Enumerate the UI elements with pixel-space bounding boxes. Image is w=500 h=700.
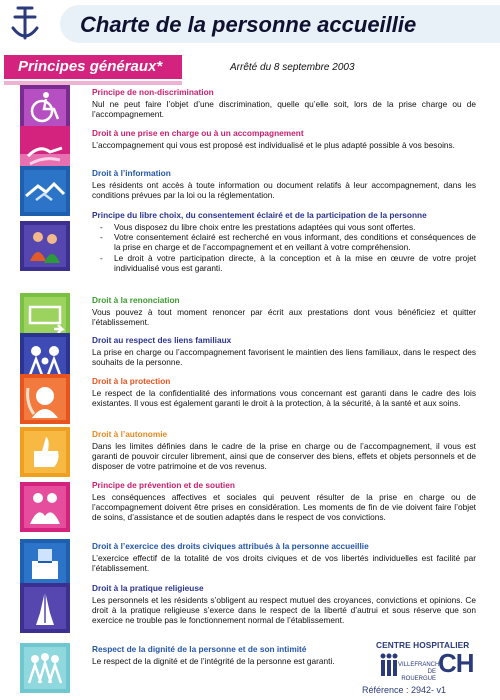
section-body: Le respect de la dignité et de l’intégrité de la personne est garanti. (92, 655, 335, 666)
protection-icon (20, 374, 70, 424)
decree-reference: Arrêté du 8 septembre 2003 (230, 62, 355, 73)
section-body: Les conséquences affectives et sociales qui peuvent résulter de la prise en charge ou de l’accompagnement doivent être prises en considération. Les moments de fin de vie doivent faire l’objet de soins, d’assistance et de soutien adaptés dans le respect de vos convictions. (92, 491, 476, 523)
document-reference: Référence : 2942- v1 (362, 685, 447, 695)
vote-icon (20, 539, 70, 589)
section-title: Droit à l’information (92, 168, 171, 178)
list-item: - Votre consentement éclairé est recherché en vous informant, des conditions et conséquences de la prise en charge et de l’accompagnement et en veillant à votre compréhension. (100, 232, 476, 253)
page-header (0, 0, 500, 50)
section-title: Droit à l’exercice des droits civiques attribués à la personne accueillie (92, 541, 369, 551)
section-title: Droit au respect des liens familiaux (92, 335, 232, 345)
section-body: Dans les limites définies dans le cadre de la prise en charge ou de l’accompagnement, il vous est garanti de pouvoir circuler librement, ainsi que de conserver des biens, effets et objets personnels et de disposer de votre patrimoine et de vos revenus. (92, 440, 476, 472)
section-title: Principe de non-discrimination (92, 87, 214, 97)
choice-list (92, 222, 476, 274)
section-body: Les résidents ont accès à toute information ou document relatifs à leur accompagnement, dans les conditions prévues par la loi ou la réglementation. (92, 179, 476, 200)
section-title: Principe de prévention et de soutien (92, 480, 235, 490)
thumbs-up-icon (20, 427, 70, 477)
section-title: Droit à la protection (92, 376, 171, 386)
section-body: Les personnels et les résidents s’obligent au respect mutuel des croyances, convictions et opinions. Ce droit à la pratique religieuse s’exerce dans le respect de la liberté d’autrui et sous réserve que son exercice ne trouble pas le fonctionnement normal de l’établissement. (92, 594, 476, 626)
support-icon (20, 482, 70, 532)
hospital-logo (376, 640, 480, 684)
section-body: Nul ne peut faire l’objet d’une discrimination, quelle qu’elle soit, lors de la prise charge ou de l’accompagnement. (92, 98, 476, 119)
cross-anchor-icon (4, 4, 46, 46)
section-title: Principe du libre choix, du consentement éclairé et de la participation de la personne (92, 210, 427, 220)
section-title: Droit à la renonciation (92, 295, 180, 305)
section-body: L’accompagnement qui vous est proposé est individualisé et le plus adapté possible à vos besoins. (92, 139, 455, 150)
logo-ch: CH (438, 648, 474, 678)
section-title: Droit à la pratique religieuse (92, 583, 204, 593)
praying-hands-icon (20, 583, 70, 633)
list-item: - Vous disposez du libre choix entre les prestations adaptées qui vous sont offertes. (100, 222, 476, 232)
logo-people-icon (378, 652, 400, 678)
section-body: L’exercice effectif de la totalité de vos droits civiques et de vos libertés individuelles est facilité par l’établissement. (92, 552, 476, 573)
logo-city: VILLEFRANCHE DE ROUERGUE (398, 662, 444, 682)
section-title: Droit à l’autonomie (92, 429, 168, 439)
section-body: La prise en charge ou l’accompagnement favorisent le maintien des liens familiaux, dans le respect des souhaits de la personne. (92, 346, 476, 367)
dignity-people-icon (20, 643, 70, 693)
section-heading: Principes généraux* (4, 55, 182, 79)
logo-line1: CENTRE HOSPITALIER (376, 640, 470, 650)
handshake-icon (20, 166, 70, 216)
people-choice-icon (20, 221, 70, 271)
section-title: Droit à une prise en charge ou à un accompagnement (92, 128, 304, 138)
section-body: Vous pouvez à tout moment renoncer par écrit aux prestations dont vous bénéficiez et quitter l’établissement. (92, 306, 476, 327)
page-title: Charte de la personne accueillie (80, 12, 417, 37)
section-body: Le respect de la confidentialité des informations vous concernant est garanti dans le cadre des lois existantes. Il vous est également garanti le droit à la protection, à la sécurité, à la santé et aux soins. (92, 387, 476, 408)
list-item: - Le droit à votre participation directe, à la conception et à la mise en œuvre de votre projet individualisé vous est garanti. (100, 253, 476, 274)
section-title: Respect de la dignité de la personne et de son intimité (92, 644, 307, 654)
